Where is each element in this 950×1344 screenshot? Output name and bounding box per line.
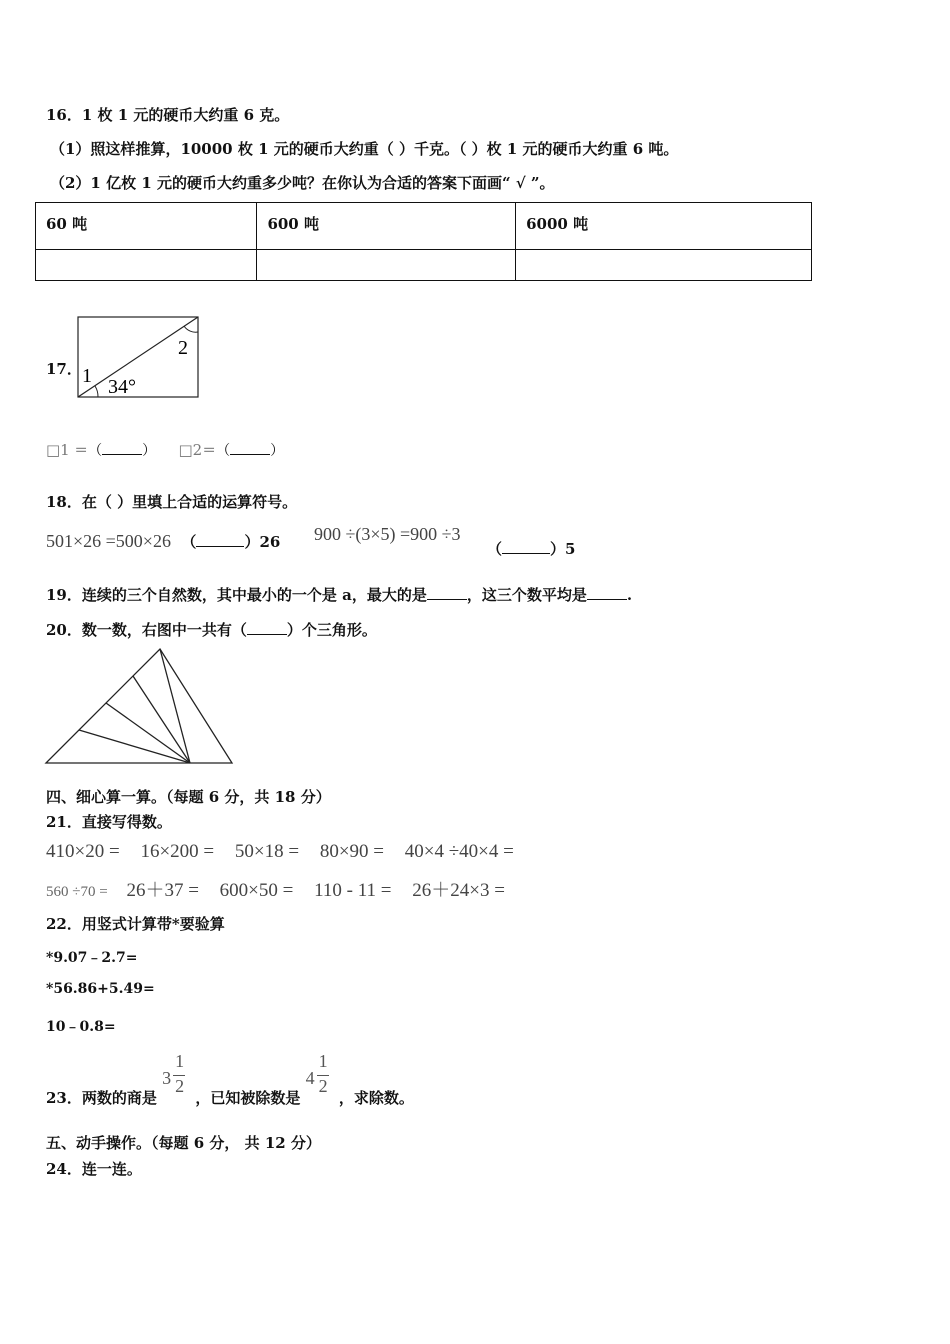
equals-paren: ＝（	[202, 443, 231, 459]
answer-cell-60[interactable]	[36, 250, 257, 281]
frac-numerator: 1	[175, 1051, 185, 1071]
q19-text-a: 19．连续的三个自然数，其中最小的一个是 a，最大的是	[46, 586, 427, 604]
close-paren: ）	[270, 443, 285, 459]
calc-item: 80×90 =	[319, 841, 384, 862]
calc-item: 560 ÷70 =	[46, 884, 108, 900]
q20-text-b: ）个三角形。	[286, 621, 377, 639]
triangle-figure	[44, 645, 236, 767]
frac-whole: 4	[305, 1068, 315, 1088]
q23-text-c: ，求除数。	[338, 1089, 414, 1107]
q22-calc-2: *56.86+5.49=	[46, 981, 155, 997]
q19-blank-largest[interactable]	[427, 585, 467, 600]
q20	[46, 619, 377, 640]
q24-title: 24．连一连。	[46, 1160, 142, 1178]
open-paren: （	[487, 540, 503, 558]
q20-blank[interactable]	[247, 620, 287, 635]
table-header-cell: 600 吨	[257, 203, 516, 250]
mixed-fraction-2	[306, 1053, 334, 1101]
q18-title: 18．在（ ）里填上合适的运算符号。	[46, 493, 298, 511]
frac-numerator: 1	[318, 1051, 328, 1071]
close-paren: ）	[244, 533, 260, 551]
q23-text-a: 23．两数的商是	[46, 1089, 157, 1107]
q19-text-c: .	[626, 586, 633, 604]
angle-1-label: 1	[82, 365, 92, 387]
q20-text-a: 20．数一数，右图中一共有（	[46, 621, 247, 639]
q18-tail-2: 5	[565, 540, 576, 558]
q21-title: 21．直接写得数。	[46, 813, 172, 831]
calc-item: 40×4 ÷40×4 =	[404, 841, 514, 862]
q17-answers	[46, 440, 284, 460]
q18-expr-2-group	[314, 524, 461, 545]
close-paren: ）	[550, 540, 566, 558]
angle-1-symbol: □1	[46, 441, 70, 459]
rectangle-diagram	[76, 314, 202, 400]
answer-cell-6000[interactable]	[516, 250, 812, 281]
q22-title: 22．用竖式计算带*要验算	[46, 915, 225, 933]
q18-blank-1[interactable]	[196, 532, 244, 547]
calc-item: 26＋37 =	[126, 880, 199, 901]
q16-answer-table	[35, 202, 812, 281]
q18-blank-2-group	[487, 538, 575, 559]
q21-row-1	[46, 841, 514, 863]
q19-blank-average[interactable]	[587, 585, 627, 600]
frac-whole: 3	[162, 1068, 172, 1088]
table-header-cell: 6000 吨	[516, 203, 812, 250]
angle-2-label: 2	[178, 337, 188, 359]
q16-title: 16．1 枚 1 元的硬币大约重 6 克。	[46, 106, 290, 124]
q23	[46, 1051, 414, 1107]
frac-denominator: 2	[318, 1076, 328, 1096]
open-paren: （	[181, 533, 197, 551]
q18-expressions	[46, 531, 280, 552]
q21-row-2	[46, 875, 505, 902]
answer-blank-angle-2[interactable]	[230, 440, 270, 455]
q18-expr-2: 900 ÷(3×5) =900 ÷3	[314, 524, 461, 544]
section-4-heading: 四、细心算一算。（每题 6 分，共 18 分）	[46, 788, 331, 806]
calc-item: 50×18 =	[234, 841, 300, 862]
q18-expr-1: 501×26 =500×26	[46, 531, 171, 551]
mixed-fraction-1	[162, 1053, 190, 1101]
answer-cell-600[interactable]	[257, 250, 516, 281]
q22-calc-3: 10﹣0.8=	[46, 1019, 116, 1035]
q16-part2: （2）1 亿枚 1 元的硬币大约重多少吨？在你认为合适的答案下面画“ √ ”。	[50, 174, 555, 192]
q18-blank-2[interactable]	[502, 539, 550, 554]
q19	[46, 584, 632, 605]
angle-value-label: 34°	[108, 376, 136, 398]
calc-item: 16×200 =	[140, 841, 215, 862]
q23-text-b: ，已知被除数是	[195, 1089, 301, 1107]
table-header-cell: 60 吨	[36, 203, 257, 250]
close-paren: ）	[142, 443, 157, 459]
q18-tail-1: 26	[259, 533, 281, 551]
angle-2-symbol: □2	[178, 441, 203, 459]
calc-item: 410×20 =	[46, 841, 120, 862]
calc-item: 600×50 =	[219, 880, 294, 901]
answer-blank-angle-1[interactable]	[102, 440, 142, 455]
frac-denominator: 2	[175, 1076, 185, 1096]
equals-paren: ＝（	[74, 443, 103, 459]
calc-item: 26＋24×3 =	[412, 880, 505, 901]
q16-part1: （1）照这样推算，10000 枚 1 元的硬币大约重（ ）千克。（ ）枚 1 元的硬币大约重 6 吨。	[50, 140, 679, 158]
q19-text-b: ，这三个数平均是	[466, 586, 587, 604]
section-5-heading: 五、动手操作。（每题 6 分， 共 12 分）	[46, 1134, 321, 1152]
q17-number: 17．	[46, 360, 82, 378]
calc-item: 110 - 11 =	[314, 880, 392, 901]
q22-calc-1: *9.07﹣2.7=	[46, 950, 138, 966]
